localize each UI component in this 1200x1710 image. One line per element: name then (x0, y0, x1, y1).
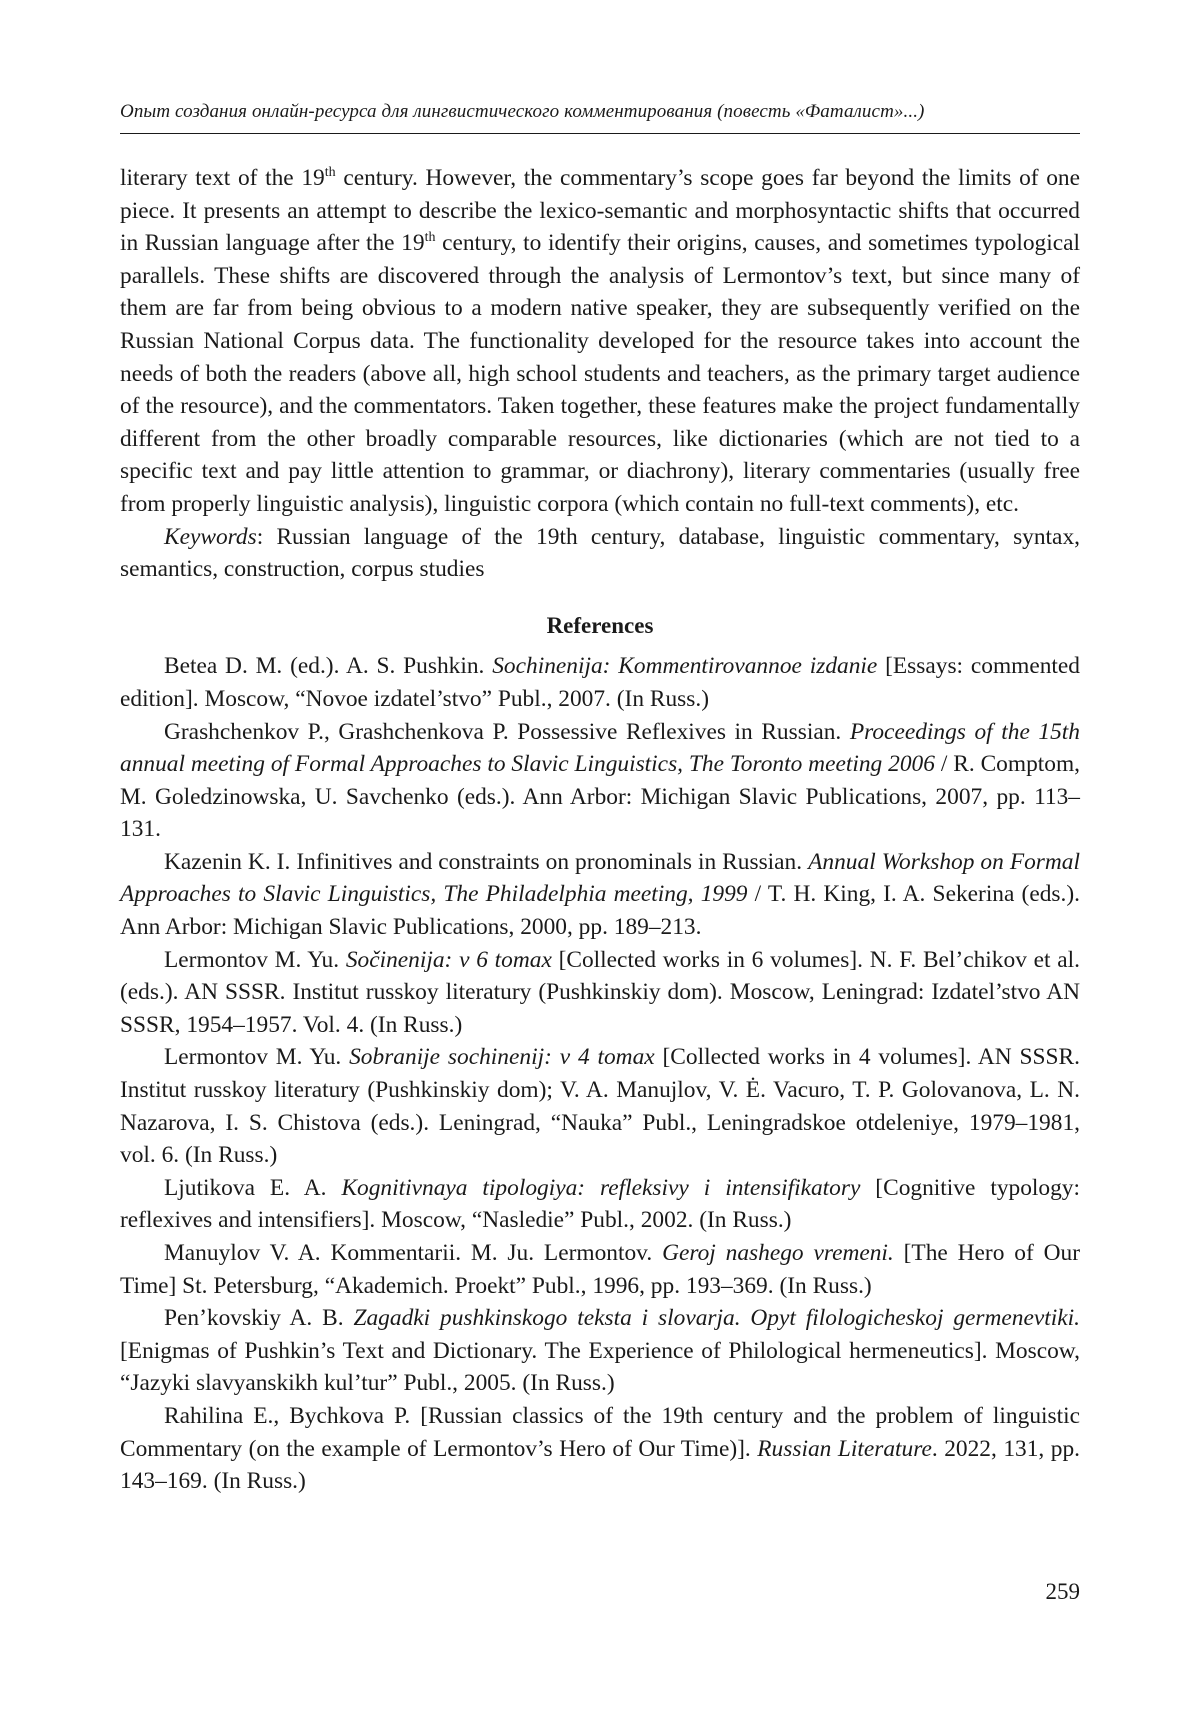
header-rule (120, 133, 1080, 134)
reference-item-1 (120, 650, 1080, 715)
reference-authors: Lermontov M. Yu. (164, 1044, 350, 1071)
reference-details: [Essays: commented edition]. Moscow, “Novoe izdatel’stvo” Publ., 2007. (In Russ.) (120, 653, 1080, 712)
reference-item-2 (120, 716, 1080, 846)
reference-authors: Lermontov M. Yu. (164, 946, 346, 973)
superscript-th: th (424, 230, 436, 246)
reference-authors: Rahilina E., Bychkova P. [Russian classics of the 19th century and the problem of linguistic Commentary (on the example of Lermontov’s Hero of Our Time)]. (120, 1402, 1080, 1462)
reference-item-3 (120, 846, 1080, 944)
reference-details: / R. Comptom, M. Goledzinowska, U. Savchenko (eds.). Ann Arbor: Michigan Slavic Publications, 2007, pp. 113–131. (120, 751, 1080, 843)
journal-page (120, 0, 1080, 1710)
reference-item-9 (120, 1400, 1080, 1498)
reference-details: [Enigmas of Pushkin’s Text and Dictionary. The Experience of Philological hermeneutics]. Moscow, “Jazyki slavyanskikh kul’tur” Publ., 2005. (In Russ.) (120, 1337, 1080, 1397)
reference-title: Zagadki pushkinskogo teksta i slovarja. Opyt filologicheskoj germenevtiki. (353, 1305, 1080, 1332)
reference-authors: Ljutikova E. A. (164, 1174, 342, 1201)
superscript-th: th (324, 165, 336, 180)
reference-title: Russian Literature (757, 1435, 932, 1462)
reference-title: Kognitivnaya tipologiya: refleksivy i intensifikatory (341, 1174, 861, 1201)
reference-item-4 (120, 944, 1080, 1042)
keywords-label: Keywords (164, 523, 257, 550)
reference-title: Geroj nashego vremeni. (662, 1240, 894, 1266)
reference-details: [Collected works in 4 volumes]. AN SSSR. Institut russkoy literatury (Pushkinskiy dom); V. A. Manujlov, V. Ė. Vacuro, T. P. Golovanova, L. N. Nazarova, I. S. Chistova (eds.). Leningrad, “Nauka” Publ., Leningradskoe otdeleniye, 1979–1981, vol. 6. (In Russ.) (120, 1044, 1080, 1169)
reference-item-5 (120, 1041, 1080, 1171)
reference-title: Sochinenija: Kommentirovannoe izdanie (492, 653, 878, 680)
keywords-text: : Russian language of the 19th century, database, linguistic commentary, syntax, semantics, construction, corpus studies (120, 523, 1080, 583)
reference-title: Annual Workshop on Formal Approaches to Slavic Linguistics, The Philadelphia meeting, 1999 (120, 848, 1080, 908)
reference-details: [The Hero of Our Time] St. Petersburg, “Akademich. Proekt” Publ., 1996, pp. 193–369. (In Russ.) (120, 1240, 1080, 1299)
reference-item-6 (120, 1172, 1080, 1237)
reference-title: Sobranije sochinenij: v 4 tomax (349, 1044, 655, 1071)
abstract-text-part-1: literary text of the 19 (120, 165, 325, 191)
reference-details: / T. H. King, I. A. Sekerina (eds.). Ann Arbor: Michigan Slavic Publications, 2000, pp. 189–213. (120, 881, 1081, 941)
reference-authors: Grashchenkov P., Grashchenkova P. Possessive Reflexives in Russian. (164, 718, 850, 745)
reference-details: [Collected works in 6 volumes]. N. F. Bel’chikov et al. (eds.). AN SSSR. Institut russkoy literatury (Pushkinskiy dom). Moscow, Leningrad: Izdatel’stvo AN SSSR, 1954–1957. Vol. 4. (In Russ.) (120, 946, 1080, 1038)
reference-title: Proceedings of the 15th annual meeting of Formal Approaches to Slavic Linguistics, The Toronto meeting 2006 (120, 718, 1080, 778)
references-heading: References (546, 612, 654, 638)
abstract-text-part-2: century. However, the commentary’s scope goes far beyond the limits of one piece. It presents an attempt to describe the lexico-semantic and morphosyntactic shifts that occurred in Russian language after the 19 (120, 165, 1081, 257)
reference-details: . 2022, 131, pp. 143–169. (In Russ.) (120, 1435, 1080, 1495)
abstract-paragraph (120, 162, 1080, 521)
running-header: Опыт создания онлайн-ресурса для лингвистического комментирования (повесть «Фаталист»...) (120, 101, 925, 122)
reference-authors: Kazenin K. I. Infinitives and constraints on pronominals in Russian. (164, 848, 809, 875)
reference-authors: Betea D. M. (ed.). A. S. Pushkin. (164, 653, 493, 680)
abstract-text-part-3: century, to identify their origins, causes, and sometimes typological parallels. These shifts are discovered through the analysis of Lermontov’s text, but since many of them are far from being obvious to a modern native speaker, they are subsequently verified on the Russian National Corpus data. The functionality developed for the resource takes into account the needs of both the readers (above all, high school students and teachers, as the primary target audience of the resource), and the commentators. Taken together, these features make the project fundamentally different from the other broadly comparable resources, like dictionaries (which are not tied to a specific text and pay little attention to grammar, or diachrony), literary commentaries (usually free from properly linguistic analysis), linguistic corpora (which contain no full-text comments), etc. (120, 230, 1080, 517)
page-number: 259 (1045, 1579, 1080, 1604)
reference-authors: Pen’kovskiy A. B. (164, 1305, 354, 1332)
keywords-paragraph (120, 521, 1080, 586)
reference-title: Sočinenija: v 6 tomax (345, 946, 552, 973)
reference-authors: Manuylov V. A. Kommentarii. M. Ju. Lermontov. (164, 1240, 663, 1266)
reference-item-8 (120, 1302, 1080, 1400)
reference-details: [Cognitive typology: reflexives and intensifiers]. Moscow, “Nasledie” Publ., 2002. (In Russ.) (120, 1174, 1080, 1234)
reference-item-7 (120, 1237, 1080, 1302)
page-content (120, 162, 1080, 1498)
